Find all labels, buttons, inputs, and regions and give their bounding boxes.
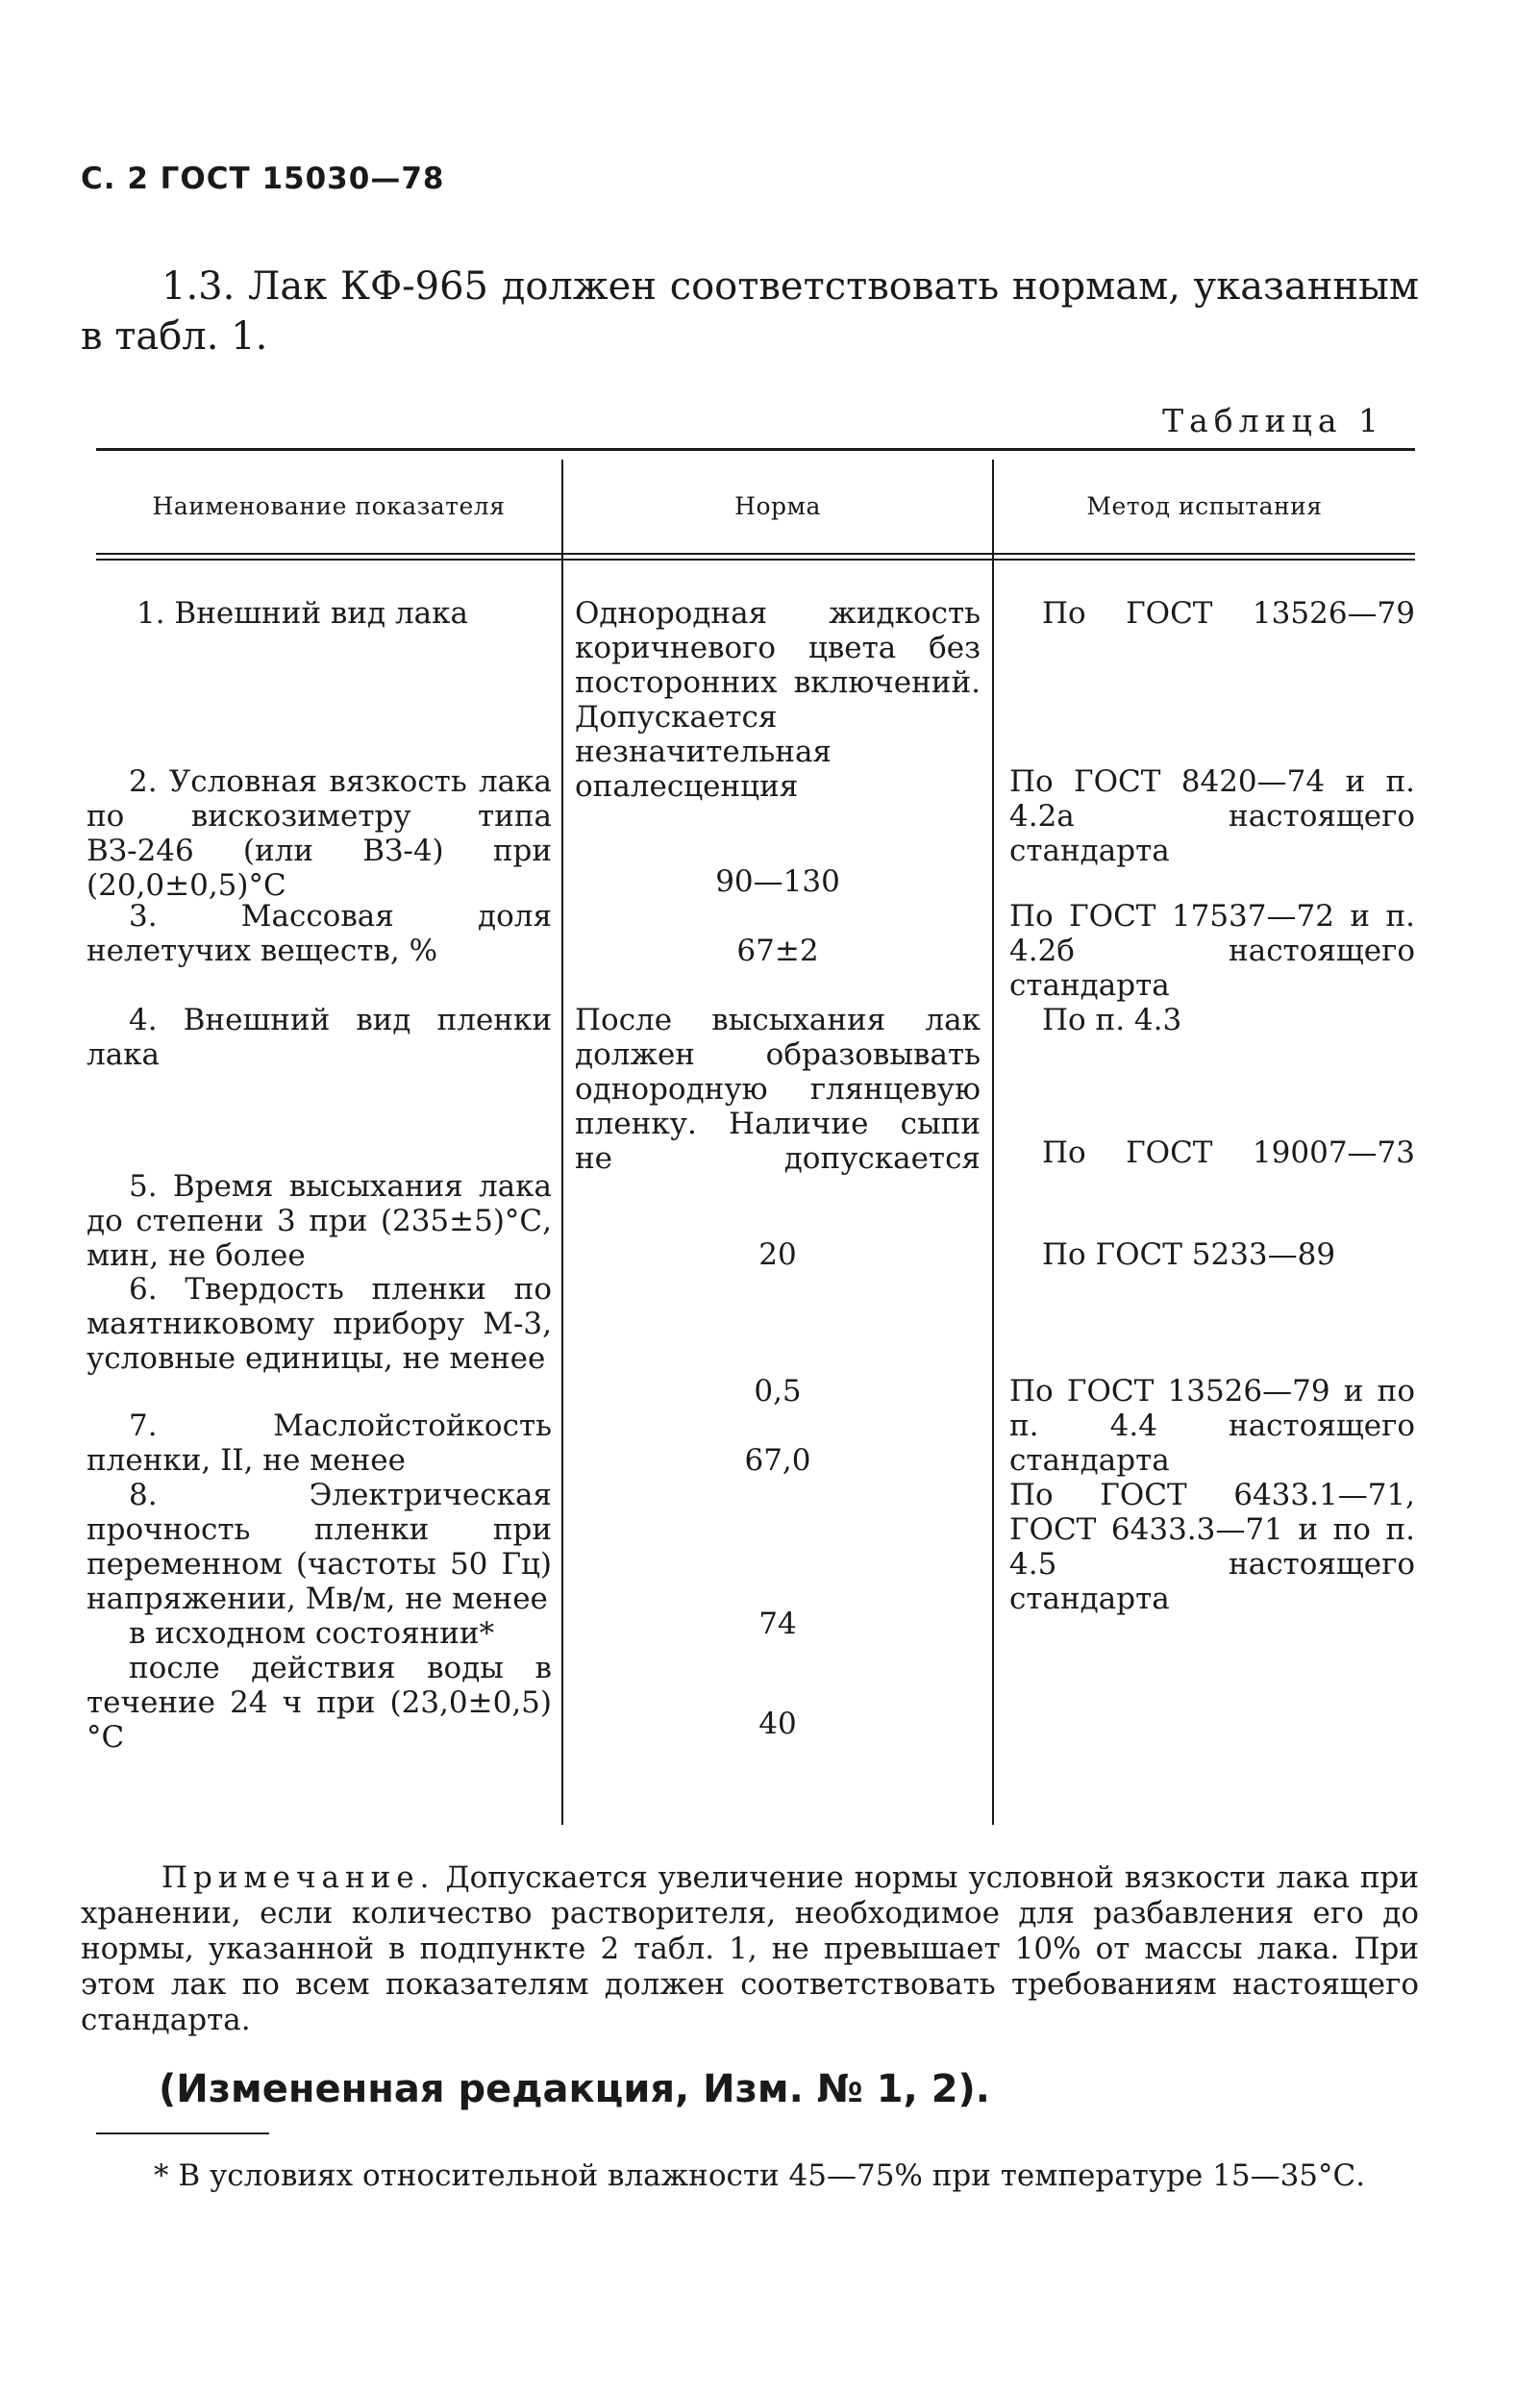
table-top-rule — [96, 448, 1415, 451]
column-divider-2 — [992, 460, 994, 1825]
revision-notice: (Измененная редакция, Изм. № 1, 2). — [159, 2067, 990, 2111]
row-8-name: 8. Электрическая прочность пленки при переменном (частоты 50 Гц) напряжении, Мв/м, не менее — [87, 1478, 552, 1616]
row-7-method: По ГОСТ 13526—79 и по п. 4.4 настоящего стандарта — [1009, 1374, 1415, 1478]
header-bottom-rule — [96, 553, 1415, 555]
table-caption: Таблица 1 — [1162, 402, 1384, 439]
row-5-name: 5. Время высыхания лака до степени 3 при (235±5)°С, мин, не более — [87, 1169, 552, 1273]
intro-paragraph: 1.3. Лак КФ-965 должен соответствовать нормам, указанным в табл. 1. — [81, 264, 1419, 359]
row-5-method: По ГОСТ 19007—73 — [1042, 1135, 1415, 1170]
row-8a-name: в исходном состоянии* — [129, 1616, 495, 1651]
row-5-norm: 20 — [758, 1237, 797, 1272]
footnote-rule — [96, 2132, 269, 2134]
row-1-norm: Однородная жидкость коричневого цвета без посторонних включений. Допускается незначительная опалесценция — [575, 596, 981, 804]
row-7-name: 7. Маслойстойкость пленки, II, не менее — [87, 1409, 552, 1478]
row-2-norm: 90—130 — [715, 864, 840, 899]
header-test-method: Метод испытания — [1086, 492, 1323, 520]
page-header: С. 2 ГОСТ 15030—78 — [81, 162, 445, 196]
row-8a-norm: 74 — [758, 1607, 797, 1641]
row-1-name: 1. Внешний вид лака — [137, 596, 468, 631]
header-norm: Норма — [734, 492, 821, 520]
row-4-method: По п. 4.3 — [1042, 1003, 1182, 1037]
row-1-method: По ГОСТ 13526—79 — [1042, 596, 1415, 631]
footnote: * В условиях относительной влажности 45—75% при температуре 15—35°С. — [154, 2158, 1366, 2193]
row-3-method: По ГОСТ 17537—72 и п. 4.2б настоящего стандарта — [1009, 899, 1415, 1003]
row-6-method: По ГОСТ 5233—89 — [1042, 1237, 1336, 1272]
row-4-name: 4. Внешний вид пленки лака — [87, 1003, 552, 1072]
row-4-norm: После высыхания лак должен образовывать однородную глянцевую пленку. Наличие сыпи не допускается — [575, 1003, 981, 1176]
note-text: Допускается увеличение нормы условной вязкости лака при хранении, если количество растворителя, необходимое для разбавления его до нормы, указанной в подпункте 2 табл. 1, не превышает 10% от массы лака. При этом лак по всем показателям должен соответствовать требованиям настоящего стандарта. — [81, 1860, 1420, 2037]
header-bottom-rule-2 — [96, 559, 1415, 561]
row-6-norm: 0,5 — [754, 1374, 802, 1409]
note-label: Примечание. — [161, 1860, 435, 1895]
row-3-name: 3. Массовая доля нелетучих веществ, % — [87, 899, 552, 968]
row-6-name: 6. Твердость пленки по маятниковому прибору М-3, условные единицы, не менее — [87, 1272, 552, 1376]
row-8b-norm: 40 — [758, 1707, 797, 1741]
row-8-method: По ГОСТ 6433.1—71, ГОСТ 6433.3—71 и по п. 4.5 настоящего стандарта — [1009, 1478, 1415, 1616]
table-note — [81, 1860, 1419, 2038]
header-indicator-name: Наименование показателя — [152, 492, 506, 520]
row-3-norm: 67±2 — [736, 934, 819, 968]
row-2-name: 2. Условная вязкость лака по вискозиметру типа ВЗ-246 (или ВЗ-4) при (20,0±0,5)°С — [87, 764, 552, 903]
row-2-method: По ГОСТ 8420—74 и п. 4.2а настоящего стандарта — [1009, 764, 1415, 868]
row-7-norm: 67,0 — [744, 1443, 811, 1478]
column-divider-1 — [561, 460, 563, 1825]
row-8b-name: после действия воды в течение 24 ч при (23,0±0,5)°С — [87, 1651, 552, 1755]
